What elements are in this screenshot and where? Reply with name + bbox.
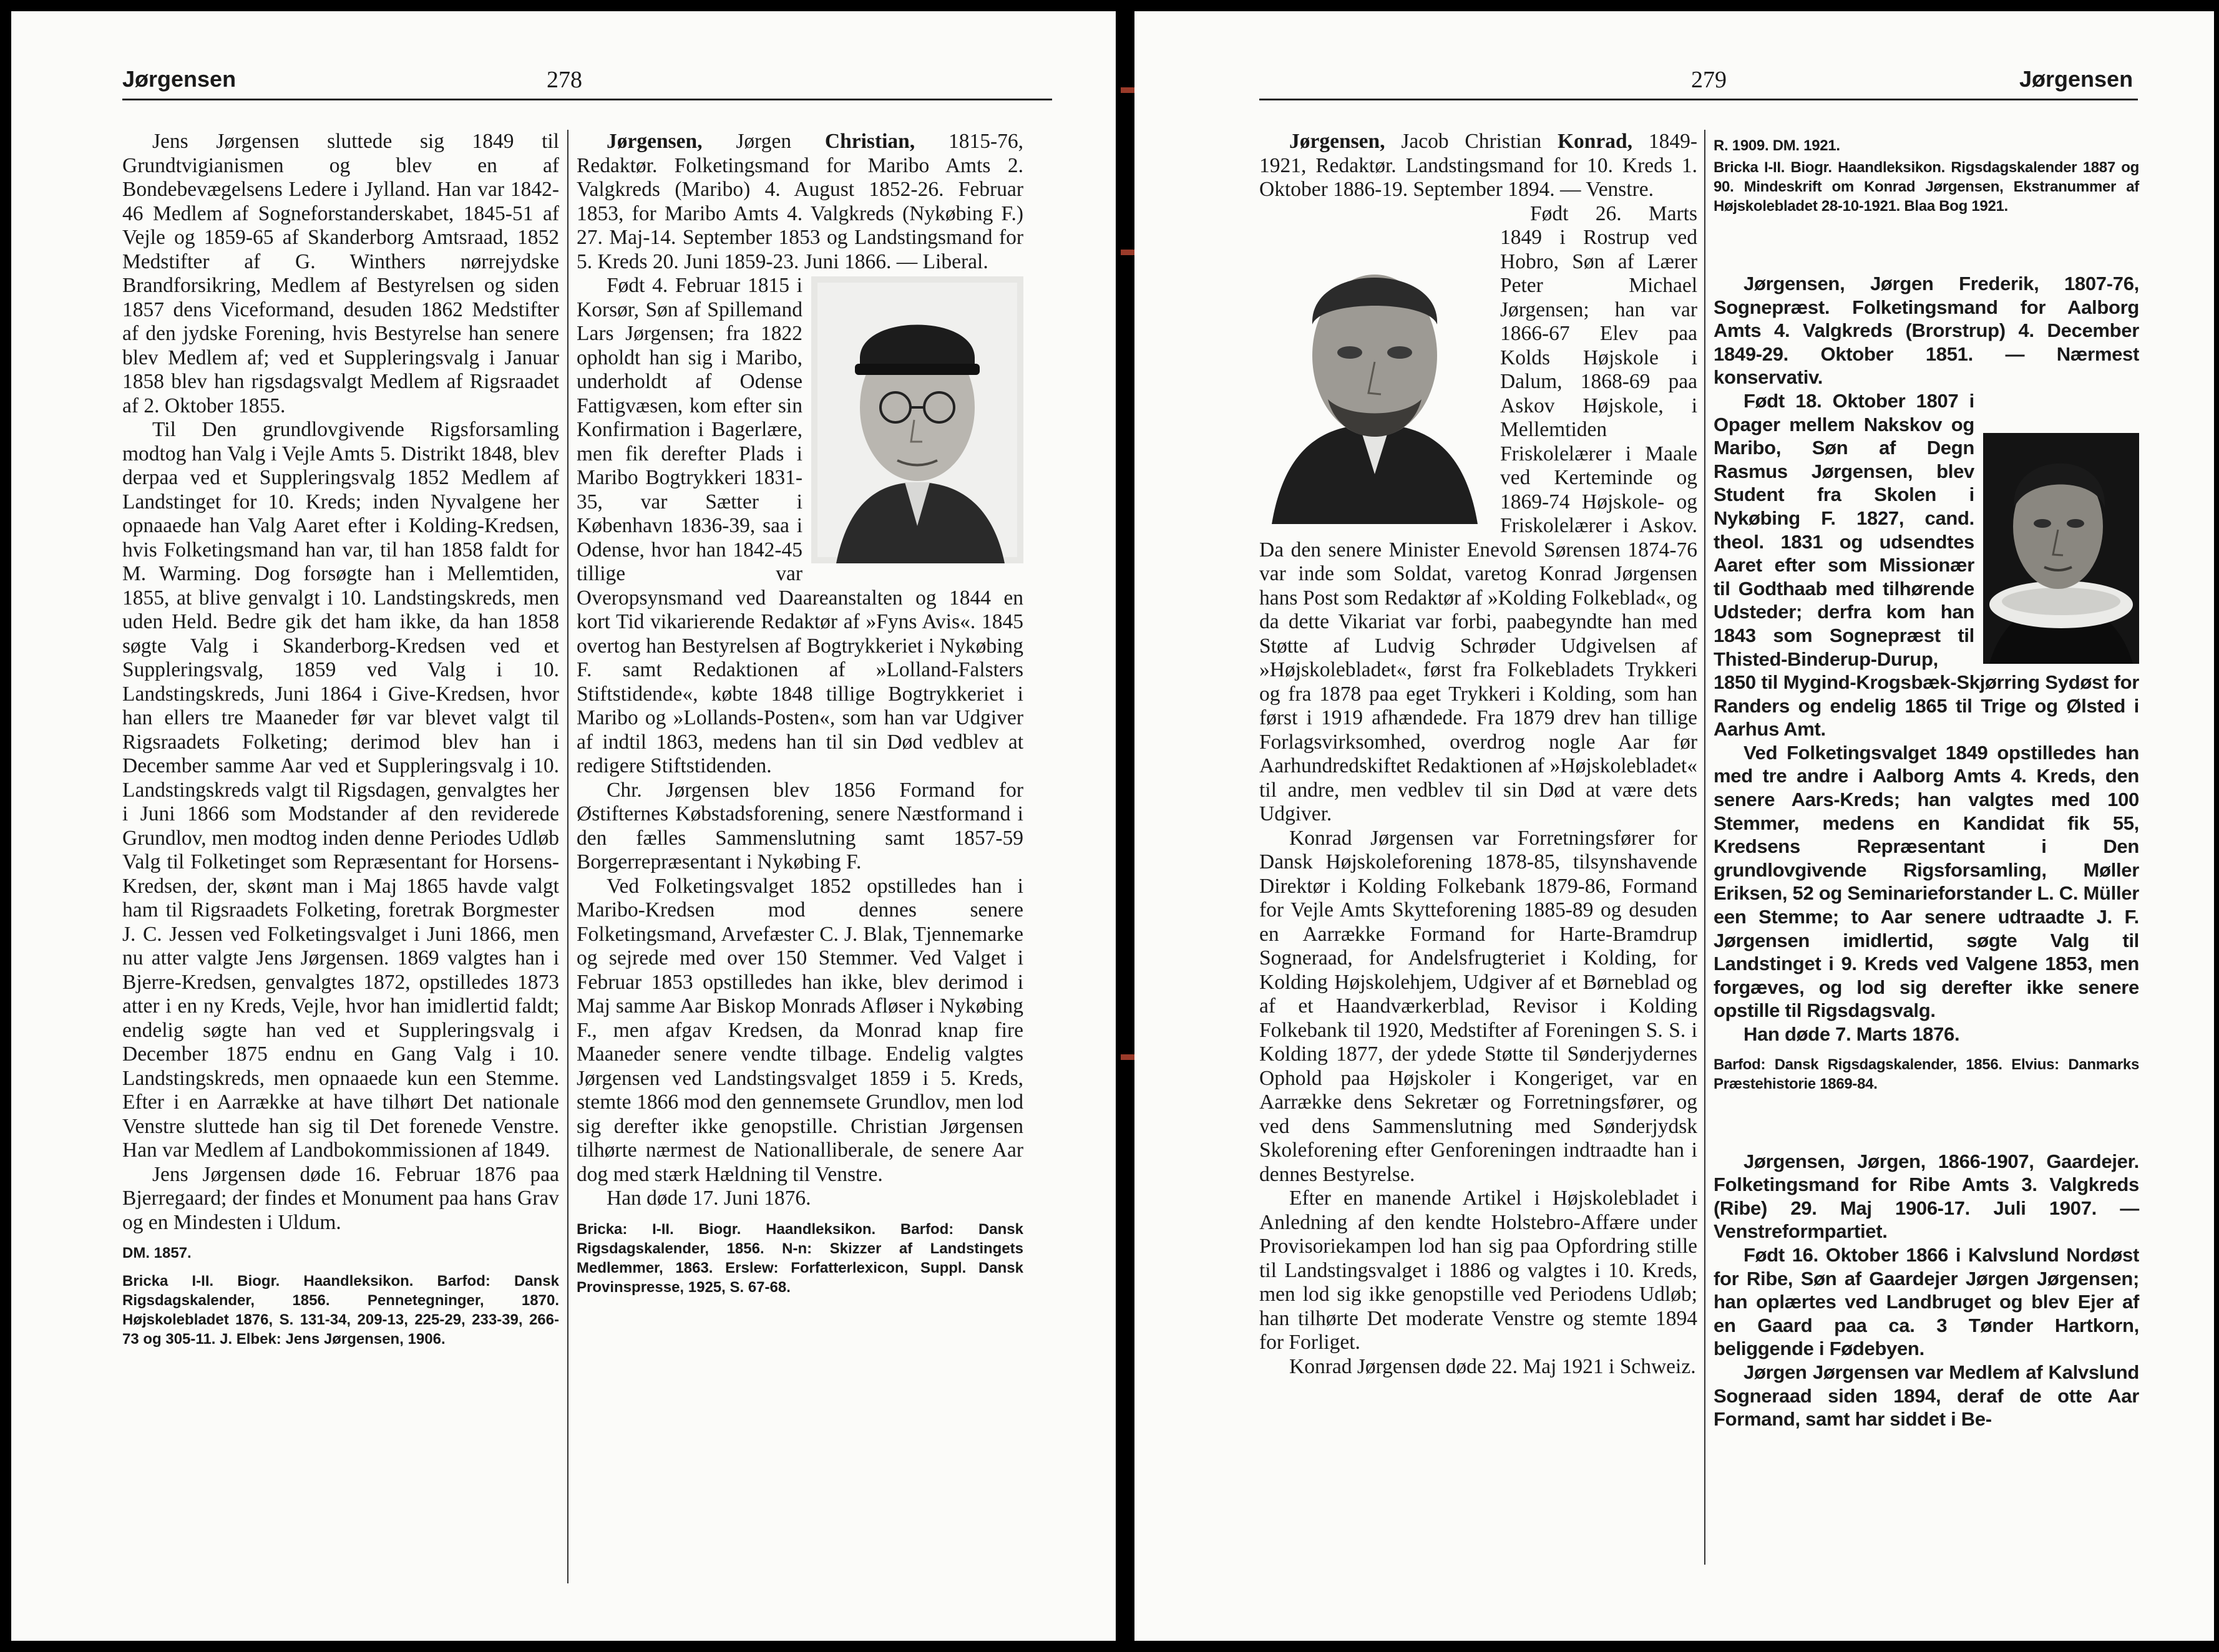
reference-note: Bricka I-II. Biogr. Haandleksikon. Barfod: Dansk Rigsdagskalender, 1856. Pennetegninger, 1870. Højskolebladet 1876, S. 131-34, 209-13, 225-29, 233-39, 266-73 og 305-11. J. Elbek: Jens Jørgensen, 1906. [122, 1273, 559, 1348]
paragraph: Ved Folketingsvalget 1852 opstilledes han i Maribo-Kredsen mod dennes senere Folketingsmand, Arvefæster C. J. Blak, Tjennemarke og sejrede med over 150 Stemmer. Ved Valget i Februar 1853 opstilledes han ikke, blev derimod i Maj samme Aar Biskop Monrads Afløser i Nykøbing F., men afgav Kredsen, da Monrad knap fire Maaneder senere vendte tilbage. Endelig valgtes Jørgensen ved Landstingsvalget 1859 i 5. Kreds, stemte 1866 mod den gennemsete Grundlov, men lod sig derefter ikke genopstille. Christian Jørgensen tilhørte nærmest de Nationalliberale, de senere Aar dog med stærk Hældning til Venstre. [577, 874, 1023, 1186]
paragraph: Jørgen Jørgensen var Medlem af Kalvslund Sogneraad siden 1894, deraf de otte Aar Formand, samt har siddet i Be- [1714, 1361, 2139, 1431]
portrait-konrad-jorgensen [1259, 237, 1490, 524]
page-number: 278 [547, 67, 582, 93]
paragraph: Født 4. Februar 1815 i Korsør, Søn af Spillemand Lars Jørgensen; fra 1822 opholdt han sig i Maribo, underholdt af Odense Fattigvæsen, kom efter sin Konfirmation i Bagerlære, men fik derefter Plads i Maribo Bogtrykkeri 1831-35, var Sætter i København 1836-39, saa i Odense, hvor han 1842-45 tillige var Overopsynsmand ved Daareanstalten og 1844 en kort Tid vikarierende Redaktør af »Fyns Avis«. 1845 overtog han Bestyrelsen af Bogtrykkeriet i Nykøbing F. samt Redaktionen af »Lolland-Falsters Stiftstidende«, købte 1848 tillige Bogtrykkeriet i Maribo og »Lollands-Posten«, som han var Udgiver af indtil 1863, medens han til sin Død vedblev at redigere Stiftstidenden. [577, 274, 1023, 777]
column-divider [1704, 130, 1705, 1565]
right-column-2 [1714, 136, 2139, 1431]
entry-surname: Jørgensen, [1744, 1150, 1845, 1172]
paragraph: Jens Jørgensen døde 16. Februar 1876 paa Bjerregaard; der findes et Monument paa hans Grav og en Mindesten i Uldum. [122, 1162, 559, 1234]
entry-surname: Jørgensen, [607, 130, 703, 153]
entry-call-name: Frederik, [1959, 273, 2039, 294]
header-rule [1259, 99, 2138, 100]
entry-intro: 1866-1907, Gaardejer. Folketingsmand for Ribe Amts 3. Valgkreds (Ribe) 29. Maj 1906-17. Juli 1907. — Venstreformpartiet. [1714, 1150, 2139, 1243]
running-head-name: Jørgensen [2019, 66, 2134, 92]
paragraph: Konrad Jørgensen døde 22. Maj 1921 i Schweiz. [1289, 1354, 1696, 1378]
column-divider [567, 130, 568, 1583]
paragraph: Konrad Jørgensen var Forretningsfører for Dansk Højskoleforening 1878-85, tilsynshavende Direktør i Kolding Folkebank 1879-86, Formand for Vejle Amts Skytteforening 1885-89 og desuden en Aarrække Formand for Harte-Bramdrup Sogneraad, for Andelsfrugteriet i Kolding, for Kolding Højskolehjem, Udgiver af et Børneblad og af et Haandværkerblad, Revisor i Kolding Folkebank til 1920, Medstifter af Foreningen S. S. i Kolding 1877, der ydede Støtte til Sønderjydernes Ophold paa Højskoler i Kongeriget, var en Aarrække dens Sekretær og Forretningsfører, og ved dens Sammenslutning med Sønderjydsk Skoleforening efter Genforeningen indtraadte han i dennes Bestyrelse. [1259, 826, 1697, 1186]
paragraph: Efter en manende Artikel i Højskolebladet i Anledning af den kendte Holstebro-Affære under Provisoriekampen lod han sig paa Opfordring stille til Landstingsvalget i 1886 og valgtes i 10. Kreds, men lod sig ikke genopstille ved Periodens Udløb; han tilhørte Det moderate Venstre og stemte 1894 for Forliget. [1259, 1187, 1697, 1354]
entry-intro: 1849-1921, Redaktør. Landstingsmand for 10. Kreds 1. Oktober 1886-19. September 1894. — Venstre. [1259, 130, 1697, 201]
binding-mark [1121, 250, 1134, 255]
paragraph: Til Den grundlovgivende Rigsforsamling modtog han Valg i Vejle Amts 5. Distrikt 1848, blev derpaa ved et Suppleringsvalg 1852 Medlem af Landstinget for 10. Kreds; inden Nyvalgene her opnaaede han Valg Aaret efter i Kolding-Kredsen, hvis Folketingsmand han var, til han 1858 faldt for M. Warming. Dog forsøgte han i Mellemtiden, 1855, at blive genvalgt i 10. Landstingskreds, men uden Held. Bedre gik det ham ikke, da han 1858 søgte Valg i Skanderborg-Kredsen ved et Suppleringsvalg, 1859 ved Valg i 10. Landstingskreds, Juni 1864 i Give-Kredsen, hvor han ellers tre Maaneder før var blevet valgt til Rigsraadets Folketing; derimod blev han i December samme Aar ved et Suppleringsvalg i 10. Landstingskreds valgt til Rigsdagen, genvalgtes her i Juni 1866 som Modstander af den reviderede Grundlov, men modtog inden denne Periodes Udløb Valg til Folketinget som Repræsentant for Horsens-Kredsen, der, skønt man i Maj 1865 havde valgt ham til Rigsraadets Folketing, foretrak Borgmester J. C. Jessen ved Folketingsvalget i Juni 1866, men nu atter valgte Jens Jørgensen. 1869 valgtes han i Bjerre-Kredsen, genvalgtes 1872, opstilledes 1873 atter i en ny Kreds, Vejle, hvor han imidlertid faldt; endelig søgte han ved et Suppleringsvalg i December 1875 endnu en Gang Valg i 10. Landstingskreds, men opnaaede kun een Stemme. Efter i en Aarrække at have tilhørt Det nationale Venstre sluttede han sig til Det forenede Venstre. Han var Medlem af Landbokommissionen af 1849. [122, 418, 559, 1162]
entry-call-name: Christian, [824, 130, 915, 153]
paragraph: Født 18. Oktober 1807 i Opager mellem Nakskov og Maribo, Søn af Degn Rasmus Jørgensen, blev Student fra Skolen i Nykøbing F. 1827, cand. theol. 1831 og udsendtes Aaret efter som Missionær til Godthaab med tilhørende Udsteder; derfra kom han 1843 som Sognepræst til Thisted-Binderup-Durup, 1850 til Mygind-Krogsbæk-Skjørring Sydøst for Randers og endelig 1865 til Trige og Ølsted i Aarhus Amt. [1714, 389, 2139, 741]
paragraph: Født 16. Oktober 1866 i Kalvslund Nordøst for Ribe, Søn af Gaardejer Jørgen Jørgensen; han oplærtes ved Landbruget og blev Ejer af en Gaard paa ca. 3 Tønder Hartkorn, beliggende i Fødebyen. [1714, 1243, 2139, 1360]
page-number: 279 [1691, 67, 1727, 93]
paragraph: Han døde 17. Juni 1876. [607, 1187, 811, 1210]
left-column-2 [577, 130, 1023, 1297]
right-column-1 [1259, 130, 1697, 1379]
entry-heading [1714, 1150, 2139, 1243]
entry-heading [1714, 272, 2139, 389]
entry-heading [577, 130, 1023, 274]
entry-surname: Jørgensen, [1744, 273, 1845, 294]
reference-note: Bricka I-II. Biogr. Haandleksikon. Rigsdagskalender 1887 og 90. Mindeskrift om Konrad Jørgensen, Ekstranummer af Højskolebladet 28-10-1921. Blaa Bog 1921. [1714, 159, 2139, 215]
entry-surname: Jørgensen, [1289, 130, 1385, 153]
reference-note: R. 1909. DM. 1921. [1714, 137, 1840, 154]
right-page [1134, 11, 2214, 1641]
entry-heading [1259, 130, 1697, 202]
left-page-header [11, 66, 1116, 104]
binding-mark [1121, 1054, 1134, 1060]
paragraph: Jens Jørgensen sluttede sig 1849 til Grundtvigianismen og blev en af Bondebevægelsens Ledere i Jylland. Han var 1842-46 Medlem af Sogneforstanderskabet, 1845-51 af Vejle og 1859-65 af Skanderborg Amtsraad, 1852 Medstifter af G. Winthers nørrejydske Brandforsikring, Medlem af Bestyrelsen og siden 1857 dens Viceformand, desuden 1862 Medstifter af den jydske Forening, hvis Bestyrelse han senere blev Medlem af; ved et Suppleringsvalg i Januar 1858 blev han rigsdagsvalgt Medlem af Rigsraadet af 2. Oktober 1855. [122, 130, 559, 417]
header-rule [122, 99, 1052, 100]
entry-call-name: Konrad, [1557, 130, 1633, 153]
binding-mark [1121, 87, 1134, 93]
entry-given-name: Jørgen [1870, 273, 1934, 294]
entry-given-name: Jørgen, [1857, 1150, 1926, 1172]
paragraph: Chr. Jørgensen blev 1856 Formand for Østifternes Købstadsforening, senere Næstformand i den fælles Sammenslutning samt 1857-59 Borgerrepræsentant i Nykøbing F. [577, 778, 1023, 873]
paragraph: Ved Folketingsvalget 1849 opstilledes han med tre andre i Aalborg Amts 4. Kreds, den senere Aars-Kreds; han valgtes med 100 Stemmer, medens en Kandidat fik 55, Kredsens Repræsentant i Den grundlovgivende Rigsforsamling, Møller Eriksen, 52 og Seminarieforstander L. C. Müller een Stemme; to Aar senere udtraadte J. F. Jørgensen imidlertid, søgte Valg til Landstinget i 9. Kreds ved Valgene 1853, men forgæves, og lod sig derefter ikke senere opstille til Rigsdagsvalg. [1714, 741, 2139, 1022]
portrait-jorgen-frederik-jorgensen [1983, 433, 2139, 664]
left-page [11, 11, 1116, 1641]
reference-note: Bricka: I-II. Biogr. Haandleksikon. Barfod: Dansk Rigsdagskalender, 1856. N-n: Skizzer af Landstingets Medlemmer, 1863. Erslew: Forfatterlexicon, Suppl. Dansk Provinspresse, 1925, S. 67-68. [577, 1220, 1023, 1296]
paragraph: Han døde 7. Marts 1876. [1744, 1023, 1960, 1045]
paragraph: Født 26. Marts 1849 i Rostrup ved Hobro, Søn af Lærer Peter Michael Jørgensen; han var 1866-67 Elev paa Kolds Højskole i Dalum, 1868-69 paa Askov Højskole, i Mellemtiden Friskolelærer i Maale ved Kerteminde og 1869-74 Højskole- og Friskolelærer i Askov. Da den senere Minister Enevold Sørensen 1874-76 var inde som Soldat, varetog Konrad Jørgensen hans Post som Redaktør af »Kolding Folkeblad«, og da dette Vikariat var forbi, paabegyndte han med Støtte af Ludvig Schrøder Udgivelsen af »Højskolebladet«, først fra Folkebladets Trykkeri og fra 1878 paa eget Trykkeri i Kolding, som han først i 1919 afhændede. Fra 1879 drev han tillige Forlagsvirksomhed, overdrog nogle Aar før Aarhundredskiftet Redaktionen af »Højskolebladet« til andre, men vedblev til sin Død at være dets Udgiver. [1259, 202, 1697, 825]
entry-given-name: Jørgen [736, 130, 792, 153]
entry-intro: 1807-76, Sognepræst. Folketingsmand for Aalborg Amts 4. Valgkreds (Brorstrup) 4. December 1849-29. Oktober 1851. — Nærmest konservativ. [1714, 273, 2139, 389]
running-head-name: Jørgensen [122, 66, 237, 92]
portrait-christian-jorgensen [811, 276, 1023, 563]
right-page-header [1134, 66, 2214, 104]
reference-note: DM. 1857. [122, 1245, 192, 1261]
left-column-1 [122, 130, 559, 1349]
entry-intro: 1815-76, Redaktør. Folketingsmand for Maribo Amts 2. Valgkreds (Maribo) 4. August 1852-26. Februar 1853, for Maribo Amts 4. Valgkreds (Nykøbing F.) 27. Maj-14. September 1853 og Landstingsmand for 5. Kreds 20. Juni 1859-23. Juni 1866. — Liberal. [577, 130, 1024, 273]
reference-note: Barfod: Dansk Rigsdagskalender, 1856. Elvius: Danmarks Præstehistorie 1869-84. [1714, 1056, 2139, 1092]
entry-given-name: Jacob Christian [1401, 130, 1542, 153]
